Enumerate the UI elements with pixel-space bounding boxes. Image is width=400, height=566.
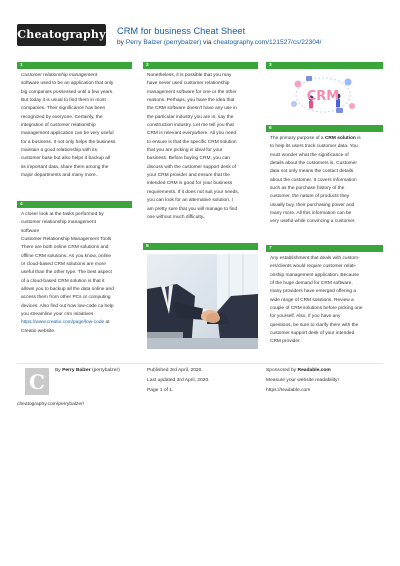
section-line: companies. Their significance has been — [21, 106, 106, 112]
business-handshake-image — [147, 254, 258, 349]
section-header-7: 7 — [266, 245, 383, 252]
section-line: CRM is relevant everywhere. All you need — [147, 131, 237, 137]
section-line: requirements. If it does not suit your needs, — [147, 189, 239, 195]
section-line: for yourself. Also, if you have any — [270, 314, 341, 320]
section-line: major departments and many more.. — [21, 173, 99, 179]
section-line: for a business. It not only helps the business — [21, 139, 116, 145]
sheet-title[interactable]: CRM for business Cheat Sheet — [117, 26, 246, 36]
section-line: Any establishment that deals with custom- — [270, 256, 360, 261]
section-line: data not only means the contact details — [270, 169, 354, 175]
footer-author: By Perry Balzer (perrybalzer) — [55, 368, 120, 373]
section-line: many more. All this information can be — [270, 211, 352, 217]
section-line: questions, be sure to clarify them with the — [270, 322, 359, 328]
cheatography-c-avatar: C — [25, 368, 49, 395]
byline — [117, 39, 321, 46]
section-line: couple of CRM solutions before picking one — [270, 306, 363, 312]
section-line: of a cloud-based CRM solution is that it — [21, 278, 105, 284]
section-line: management software for one or the other — [147, 89, 237, 95]
section-line: you streamline your crm initiatives — [21, 312, 94, 318]
section-line: allows you to backup all the data online and — [21, 287, 114, 293]
section-line: customer, the nature of products they — [270, 194, 350, 200]
section-line: about the customer. It covers information — [270, 177, 357, 183]
section-header-5: 5 — [143, 243, 258, 250]
sponsor-tagline: Measure your website readability! — [266, 378, 339, 383]
section-line: management application can be very useful — [21, 131, 114, 137]
section-line: But today it is usual to find them in most — [21, 98, 106, 104]
sheet-url-link[interactable]: cheatography.com/121527/cs/22304/ — [213, 39, 322, 46]
section-line: Creatio website. — [21, 328, 56, 334]
section-line: must wonder what the significance of — [270, 152, 349, 158]
section-line: ers/clients would require customer relati- — [270, 264, 357, 270]
section-line: discuss with the customer support desk of — [147, 164, 237, 170]
via-text: via — [203, 39, 212, 46]
sponsor-name[interactable]: Readable.com — [297, 368, 331, 373]
section-header-4: 4 — [17, 201, 132, 208]
section-line: CRM provider. — [270, 339, 301, 345]
published-date: Published 3rd April, 2020. — [147, 368, 203, 373]
section-line: The primary purpose of a CRM solution is — [270, 136, 361, 141]
section-line: to ensure is that the specific CRM solution — [147, 139, 237, 145]
crm-illustration-image — [284, 72, 362, 117]
header — [0, 0, 400, 56]
section-7-text — [270, 255, 363, 347]
section-line: software — [21, 228, 40, 234]
section-line: usually buy, their purchasing power and — [270, 202, 355, 208]
section-line: software used to be an application that only — [21, 81, 114, 87]
section-line: very useful while convincing a customer. — [270, 219, 356, 225]
section-line: integration of customer relationship — [21, 123, 96, 129]
updated-date: Last updated 3rd April, 2020. — [147, 378, 210, 383]
section-line: one without much difficulty.. — [147, 214, 206, 220]
section-line: recognized by everyone. Certainly, the — [21, 114, 103, 120]
section-line: Nonetheless, it is possible that you may — [147, 73, 232, 78]
author-link[interactable]: Perry Balzer (perrybalzer) — [125, 39, 202, 46]
section-line: offline CRM solutions. As you know, online — [21, 253, 112, 259]
section-line: have never used customer relationship — [147, 81, 230, 87]
section-line: wide range of CRM solutions. Review a — [270, 297, 354, 303]
section-line: or cloud-based CRM solutions are more — [21, 262, 106, 268]
section-line: access them from other PCs or computing — [21, 295, 111, 301]
section-line: details about the customers is. Customer — [270, 161, 357, 167]
by-prefix: by — [117, 39, 124, 46]
section-line: There are both online CRM solutions and — [21, 245, 109, 251]
footer-profile-link[interactable]: cheatography.com/perrybalzer/ — [17, 402, 85, 407]
section-line: the CRM software doesn't have any use in — [147, 106, 237, 112]
crm-illustration — [284, 72, 362, 117]
section-line: intended CRM is good for your business — [147, 181, 233, 187]
section-line: the particular industry you are in, say the — [147, 114, 234, 120]
section-line: customer relationship management — [21, 220, 96, 226]
section-line: A closer look at the tasks performed by — [21, 212, 104, 217]
section-line: am pretty sure that you will manage to find — [147, 206, 238, 212]
section-line: onship management application. Because — [270, 272, 360, 278]
section-header-6: 6 — [266, 125, 383, 132]
section-line: Customer Relationship Management Tools — [21, 237, 112, 243]
section-line: such as the purchase history of the — [270, 186, 345, 192]
sponsor-line: Sponsored by Readable.com — [266, 368, 331, 373]
section-line: business. Before buying CRM, you can — [147, 156, 230, 162]
logo-text: Cheatography — [17, 27, 106, 41]
section-line: you can look for an alternative solution. I — [147, 198, 233, 204]
section-line: that you are picking is ideal for your — [147, 148, 223, 154]
crm-logo-text: CRM — [306, 89, 340, 104]
section-line: https://www.creatio.com/page/low-code at — [21, 320, 110, 326]
section-line: its important data, share them among the — [21, 164, 109, 170]
section-line: reasons. Perhaps, you have the idea that — [147, 98, 235, 104]
section-line: of the huge demand for CRM software, — [270, 281, 353, 287]
section-line: devices. Also find out how low-code ca help — [21, 303, 114, 309]
section-line: customer base but also helps it backup all — [21, 156, 111, 162]
section-line: customer support desk of your intended — [270, 331, 355, 337]
section-line: maintain a good relationship with its — [21, 148, 97, 154]
section-line: Customer relationship management — [21, 73, 97, 78]
section-2-text — [147, 72, 239, 222]
section-line: construction industry. Let me tell you that — [147, 123, 234, 129]
page-number: Page 1 of 1. — [147, 388, 174, 393]
creatio-low-code-link[interactable]: https://www.creatio.com/page/low-code — [21, 320, 105, 326]
sponsor-url-link[interactable]: https://readable.com — [266, 388, 311, 393]
section-1-text — [21, 72, 115, 180]
section-line: many providers have emerged offering a — [270, 289, 357, 295]
section-header-3: 3 — [266, 62, 383, 69]
section-line: big companies possessed until a few years. — [21, 89, 114, 95]
footer-divider — [17, 363, 383, 364]
section-line: to help its users track customer data. You — [270, 144, 358, 150]
handshake-illustration — [147, 254, 258, 349]
section-line: your CRM provider and ensure that the — [147, 173, 230, 179]
footer-author-name[interactable]: Perry Balzer — [62, 368, 91, 373]
section-4-text — [21, 211, 114, 336]
cheatography-logo[interactable] — [17, 24, 106, 46]
section-header-1: 1 — [17, 62, 132, 69]
section-line: useful than the other type. The best aspect — [21, 270, 112, 276]
section-6-text — [270, 135, 361, 227]
section-header-2: 2 — [143, 62, 258, 69]
